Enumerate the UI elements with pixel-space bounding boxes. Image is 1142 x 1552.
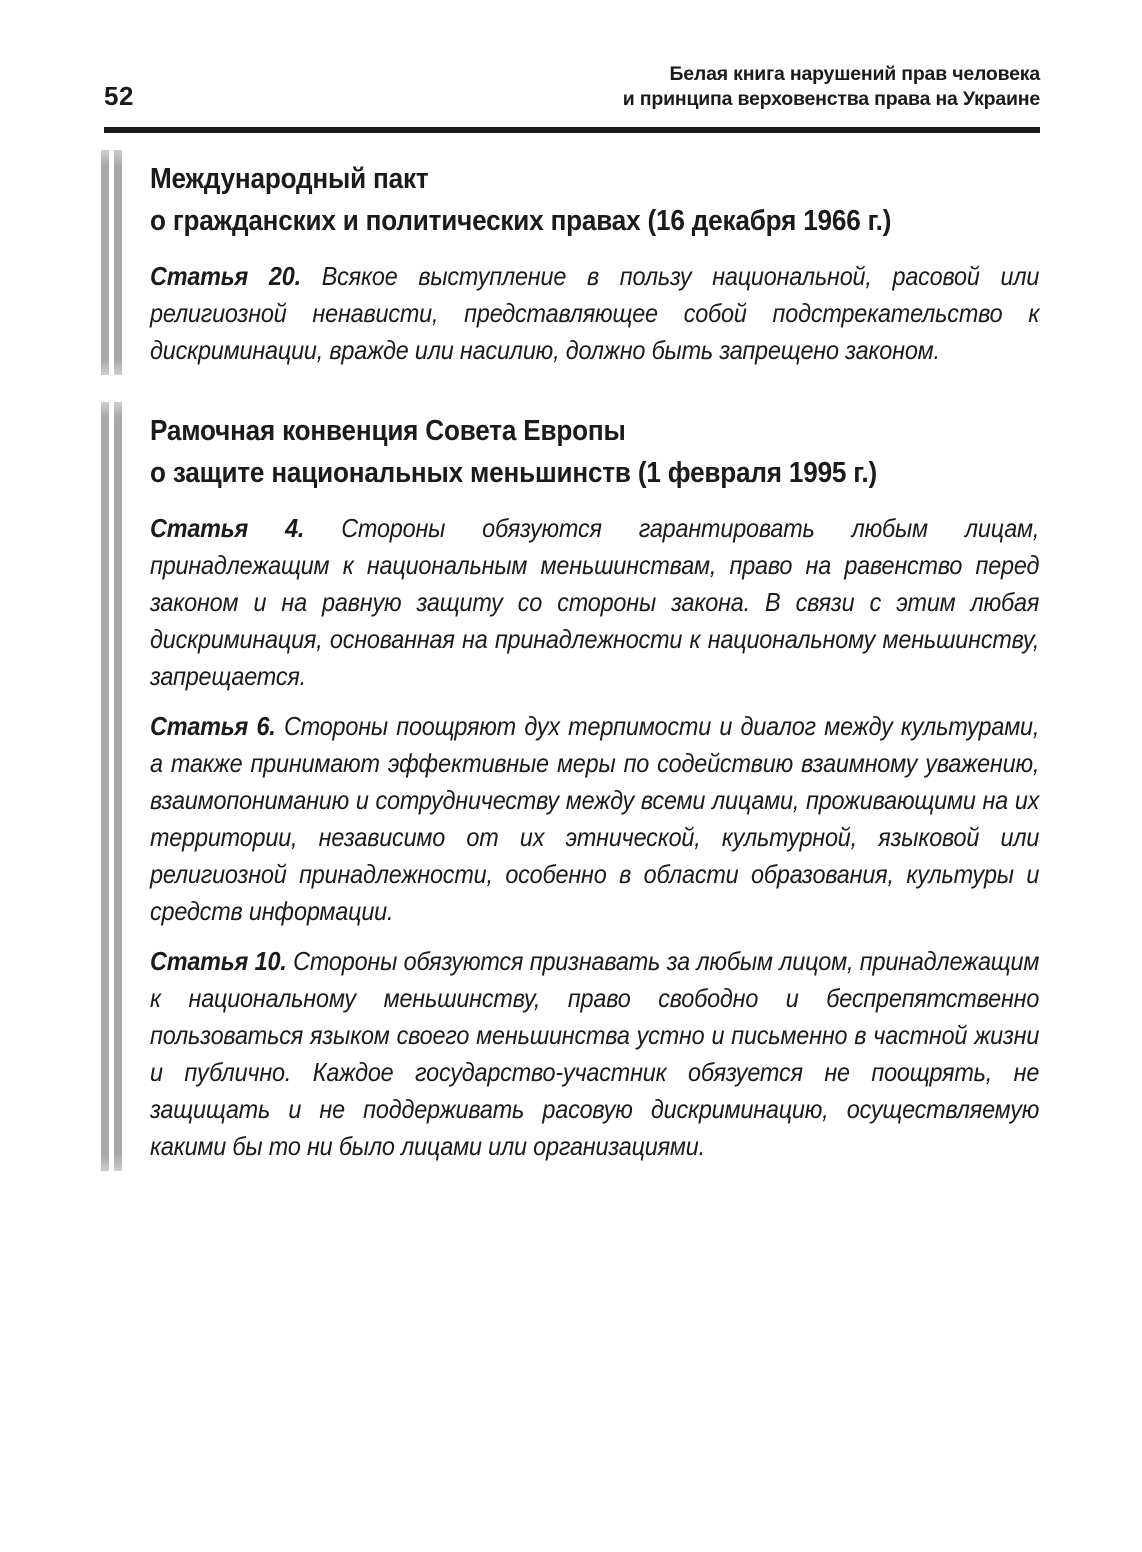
section-title: [150, 410, 1039, 494]
accent-bar-icon: [101, 402, 109, 1171]
header-rule: [104, 127, 1040, 133]
article-paragraph: [150, 258, 1039, 369]
page-content: [101, 150, 1040, 1171]
section-accent-bars: [101, 150, 122, 375]
article-label: Статья 10.: [150, 946, 287, 976]
section-body: [150, 402, 1039, 1171]
section-title-line2: о гражданских и политических правах (16 декабря 1966 г.): [150, 205, 892, 237]
accent-bar-icon: [114, 150, 122, 375]
article-paragraph: [150, 510, 1039, 695]
running-head-line1: Белая книга нарушений прав человека: [669, 63, 1040, 85]
article-label: Статья 20.: [150, 261, 301, 291]
section-body: [150, 150, 1039, 375]
section-international-covenant: [101, 150, 1040, 375]
section-title-line1: Рамочная конвенция Совета Европы: [150, 415, 626, 447]
running-head: [623, 62, 1040, 112]
article-label: Статья 6.: [150, 711, 276, 741]
article-text: Всякое выступление в пользу национальной, расовой или религиозной ненависти, представляющее собой подстрекательство к дискриминации, вражде или насилию, должно быть запрещено законом.: [150, 261, 1040, 365]
section-title: [150, 158, 1039, 242]
running-head-line2: и принципа верховенства права на Украине: [622, 88, 1040, 110]
article-text: Стороны обязуются гарантировать любым лицам, принадлежащим к национальным меньшинствам, право на равенство перед законом и на равную защиту со стороны закона. В связи с этим любая дискриминация, основанная на принадлежности к национальному меньшинству, запрещается.: [150, 513, 1040, 691]
article-label: Статья 4.: [150, 513, 305, 543]
section-accent-bars: [101, 402, 122, 1171]
section-title-line1: Международный пакт: [150, 163, 429, 195]
page-header: [104, 62, 1040, 112]
article-paragraph: [150, 708, 1039, 930]
article-text: Стороны обязуются признавать за любым лицом, принадлежащим к национальному меньшинству, право свободно и беспрепятственно пользоваться языком своего меньшинства устно и письменно в частной жизни и публично. Каждое государство-участник обязуется не поощрять, не защищать и не поддерживать расовую дискриминацию, осуществляемую какими бы то ни было лицами или организациями.: [150, 946, 1040, 1161]
section-framework-convention: [101, 402, 1040, 1171]
article-text: Стороны поощряют дух терпимости и диалог между культурами, а также принимают эффективные меры по содействию взаимному уважению, взаимопониманию и сотрудничеству между всеми лицами, проживающими на их территории, независимо от их этнической, культурной, языковой или религиозной принадлежности, особенно в области образования, культуры и средств информации.: [150, 711, 1040, 926]
page-number: 52: [104, 81, 134, 111]
accent-bar-icon: [101, 150, 109, 375]
article-paragraph: [150, 943, 1039, 1165]
accent-bar-icon: [114, 402, 122, 1171]
section-title-line2: о защите национальных меньшинств (1 февраля 1995 г.): [150, 457, 877, 489]
